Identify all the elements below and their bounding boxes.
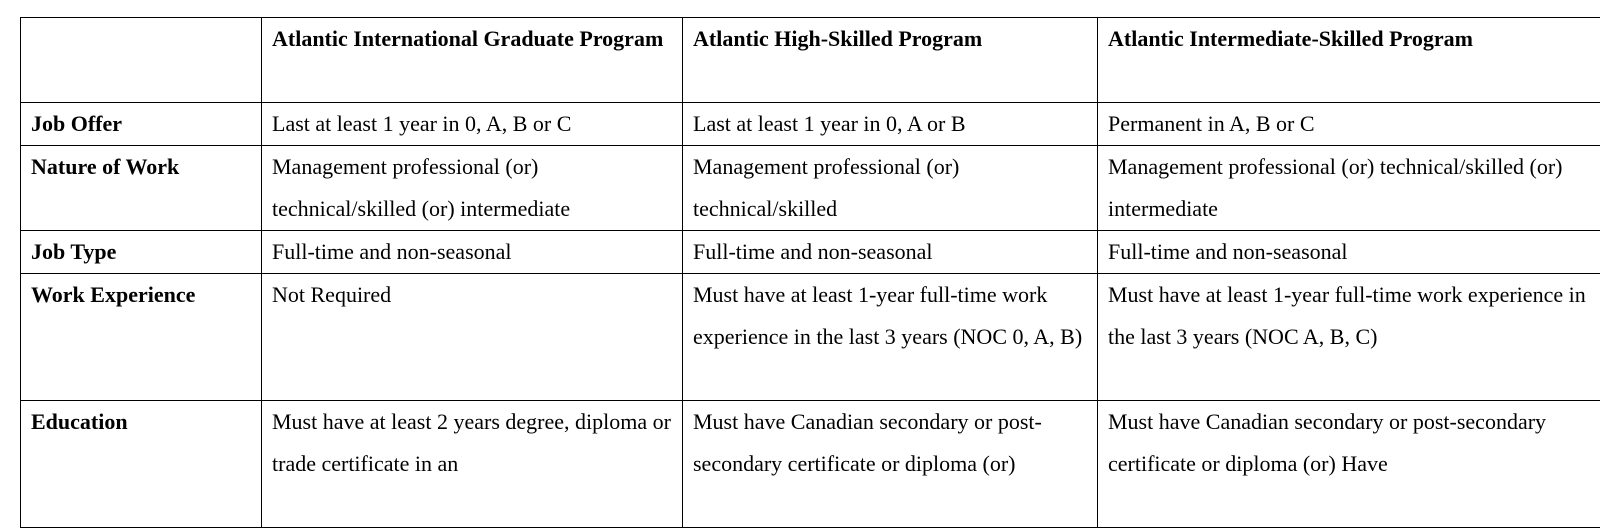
table-cell: Must have at least 1-year full-time work experience in the last 3 years (NOC 0, A, B) bbox=[683, 274, 1098, 401]
table-cell: Management professional (or) technical/skilled bbox=[683, 146, 1098, 231]
row-label: Job Type bbox=[21, 231, 262, 274]
header-corner-cell bbox=[21, 18, 262, 103]
table-row-work-experience bbox=[21, 274, 1600, 401]
table-cell: Full-time and non-seasonal bbox=[1098, 231, 1600, 274]
row-label: Nature of Work bbox=[21, 146, 262, 231]
table-cell: Management professional (or) technical/skilled (or) intermediate bbox=[1098, 146, 1600, 231]
header-intermediate-skilled: Atlantic Intermediate-Skilled Program bbox=[1098, 18, 1600, 103]
table-row-education bbox=[21, 401, 1600, 528]
table-cell: Last at least 1 year in 0, A or B bbox=[683, 103, 1098, 146]
table-cell: Management professional (or) technical/skilled (or) intermediate bbox=[262, 146, 683, 231]
row-label: Education bbox=[21, 401, 262, 528]
table-row-job-offer bbox=[21, 103, 1600, 146]
row-label: Work Experience bbox=[21, 274, 262, 401]
table-cell: Must have Canadian secondary or post-secondary certificate or diploma (or) Have bbox=[1098, 401, 1600, 528]
comparison-table-container bbox=[20, 17, 1600, 528]
table-cell: Must have Canadian secondary or post-secondary certificate or diploma (or) bbox=[683, 401, 1098, 528]
header-high-skilled: Atlantic High-Skilled Program bbox=[683, 18, 1098, 103]
row-label: Job Offer bbox=[21, 103, 262, 146]
program-comparison-table bbox=[20, 17, 1600, 528]
table-cell: Permanent in A, B or C bbox=[1098, 103, 1600, 146]
table-row-job-type bbox=[21, 231, 1600, 274]
table-cell: Last at least 1 year in 0, A, B or C bbox=[262, 103, 683, 146]
table-cell: Must have at least 1-year full-time work experience in the last 3 years (NOC A, B, C) bbox=[1098, 274, 1600, 401]
table-header-row bbox=[21, 18, 1600, 103]
table-row-nature-of-work bbox=[21, 146, 1600, 231]
table-cell: Full-time and non-seasonal bbox=[683, 231, 1098, 274]
table-cell: Must have at least 2 years degree, diploma or trade certificate in an bbox=[262, 401, 683, 528]
header-international-graduate: Atlantic International Graduate Program bbox=[262, 18, 683, 103]
table-cell: Not Required bbox=[262, 274, 683, 401]
table-cell: Full-time and non-seasonal bbox=[262, 231, 683, 274]
